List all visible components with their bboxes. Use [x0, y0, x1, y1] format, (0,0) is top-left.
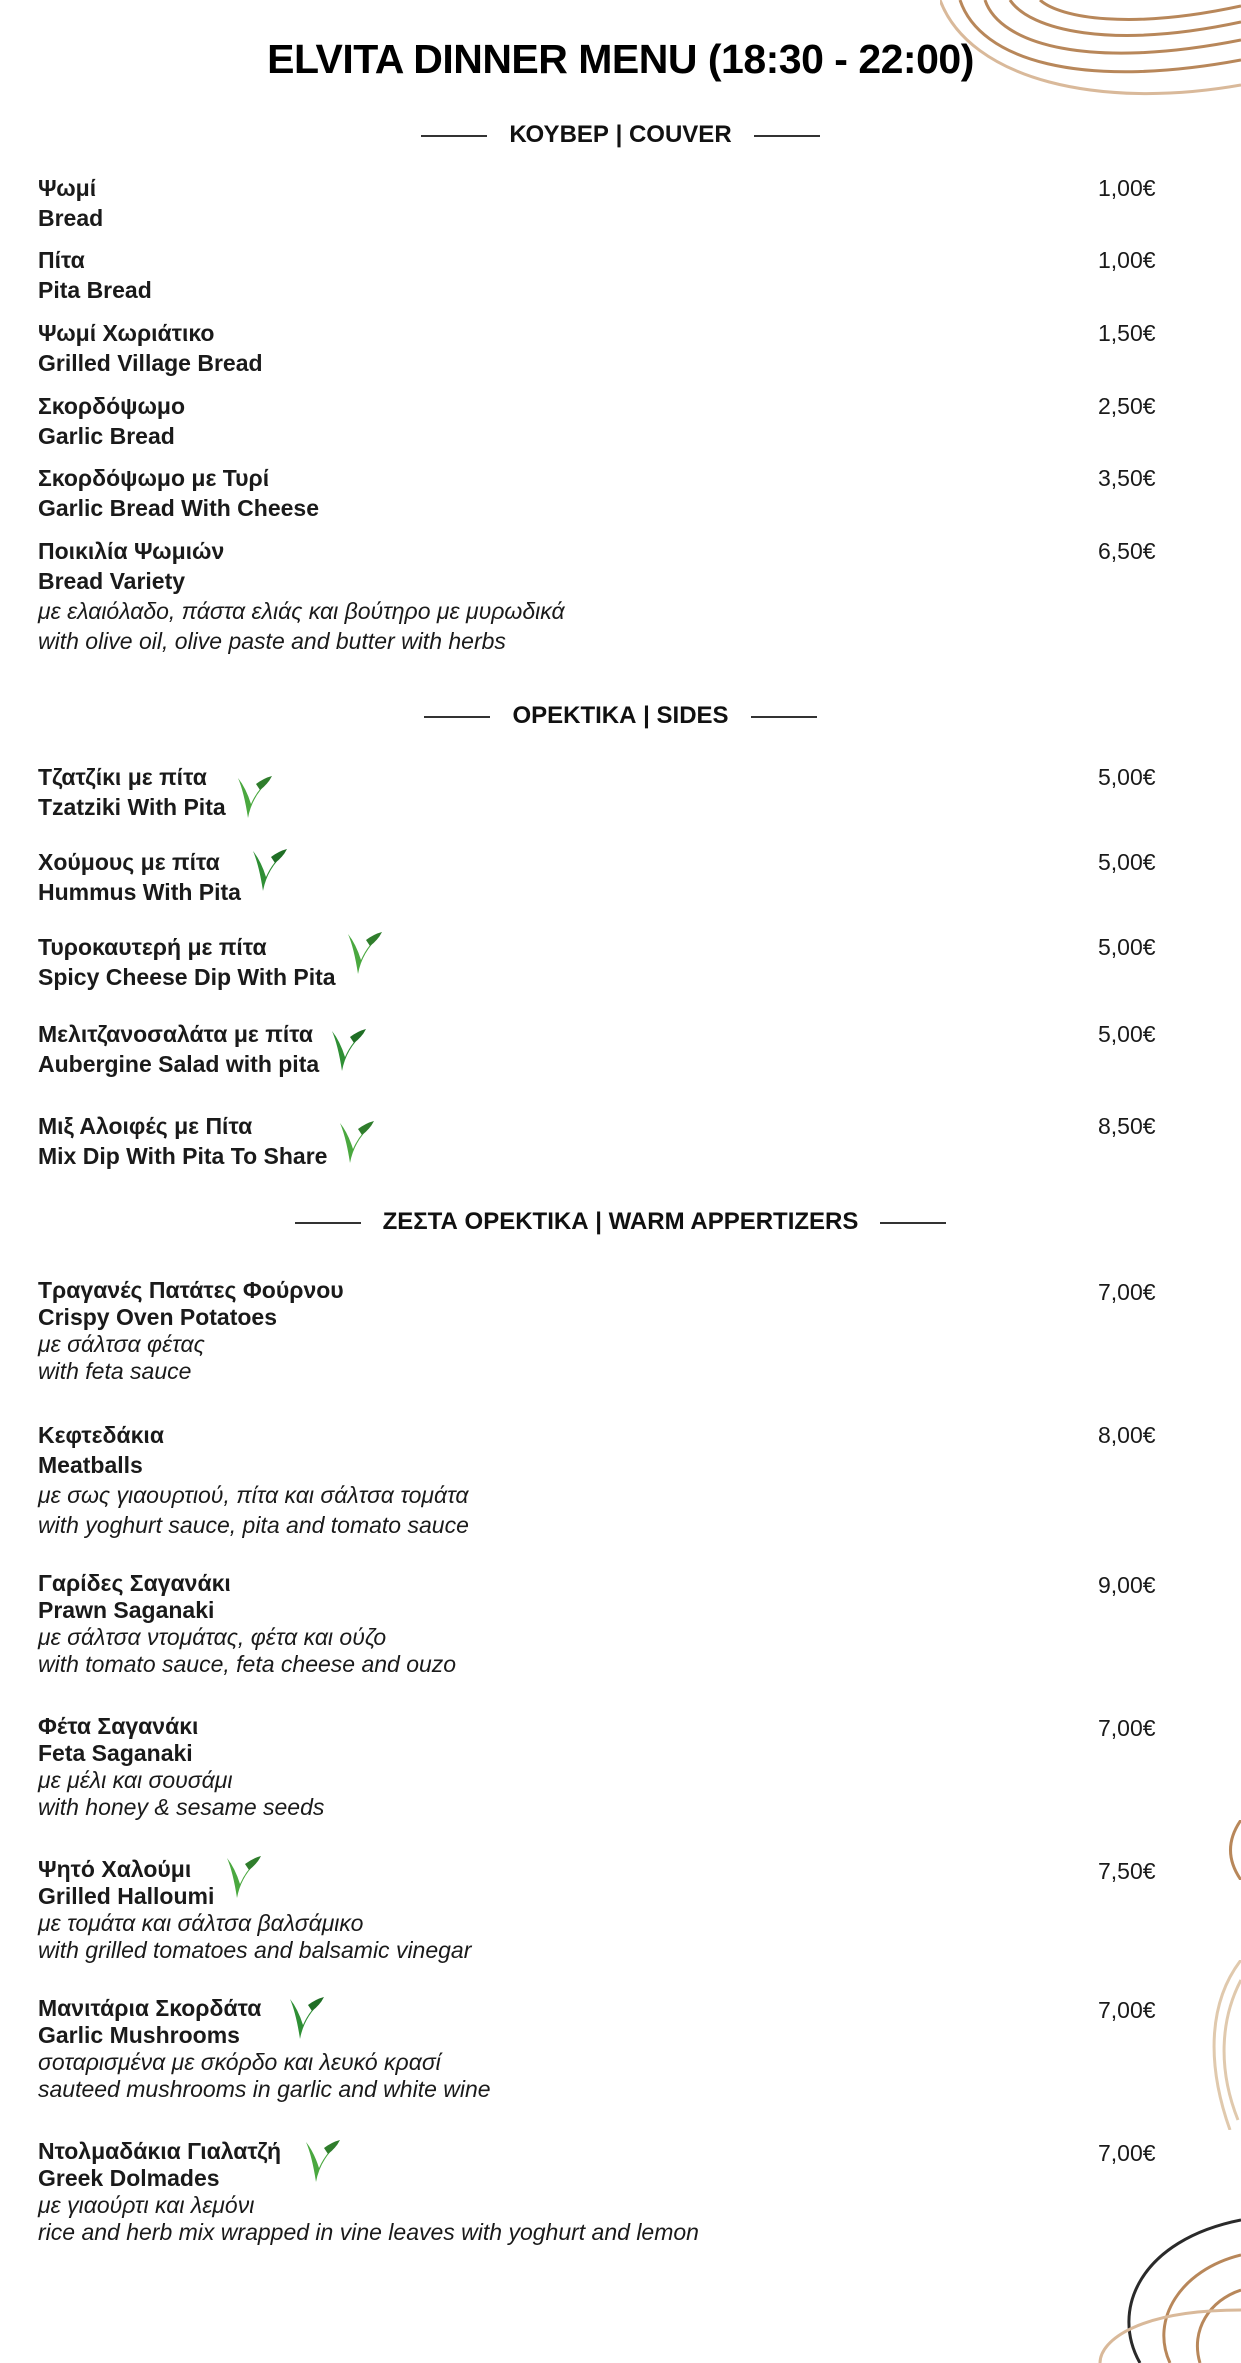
item-name-english: Prawn Saganaki [38, 1597, 215, 1623]
item-name-english: Bread Variety [38, 568, 186, 594]
item-name-english: Hummus With Pita [38, 879, 241, 905]
item-name-greek: Ποικιλία Ψωμιών [38, 538, 225, 564]
item-price: 8,00€ [1098, 1422, 1156, 1448]
item-name-english: Meatballs [38, 1452, 143, 1478]
menu-item [38, 245, 1168, 305]
menu-item [38, 1570, 1168, 1678]
item-price: 2,50€ [1098, 393, 1156, 419]
vegetarian-leaf-icon [249, 847, 289, 893]
item-name-greek: Τζατζίκι με πίτα [38, 764, 207, 790]
item-name-greek: Γαρίδες Σαγανάκι [38, 1570, 231, 1596]
item-price: 5,00€ [1098, 849, 1156, 875]
item-name-english: Feta Saganaki [38, 1740, 193, 1766]
item-price: 5,00€ [1098, 934, 1156, 960]
item-description-english: with yoghurt sauce, pita and tomato sauce [38, 1512, 469, 1538]
divider [295, 1222, 361, 1224]
item-description-english: sauteed mushrooms in garlic and white wine [38, 2076, 491, 2102]
item-name-greek: Πίτα [38, 247, 85, 273]
item-description-greek: με γιαούρτι και λεμόνι [38, 2192, 255, 2218]
item-description-english: with honey & sesame seeds [38, 1794, 325, 1820]
item-description-english: rice and herb mix wrapped in vine leaves with yoghurt and lemon [38, 2219, 699, 2245]
item-description-greek: με τομάτα και σάλτσα βαλσάμικο [38, 1910, 364, 1936]
item-name-english: Grilled Halloumi [38, 1883, 215, 1909]
menu-item [38, 1856, 1168, 1964]
item-name-greek: Κεφτεδάκια [38, 1422, 164, 1448]
item-price: 8,50€ [1098, 1113, 1156, 1139]
item-name-english: Crispy Oven Potatoes [38, 1304, 278, 1330]
item-name-english: Grilled Village Bread [38, 350, 263, 376]
menu-item [38, 762, 1168, 822]
item-name-english: Mix Dip With Pita To Share [38, 1143, 328, 1169]
item-name-english: Garlic Bread With Cheese [38, 495, 319, 521]
item-price: 7,00€ [1098, 1279, 1156, 1305]
item-name-greek: Μελιτζανοσαλάτα με πίτα [38, 1021, 313, 1047]
item-description-greek: με σως γιαουρτιού, πίτα και σάλτσα τομάτα [38, 1482, 469, 1508]
section-heading-couver: ΚΟΥΒΕΡ | COUVER [0, 121, 1241, 149]
item-name-english: Aubergine Salad with pita [38, 1051, 320, 1077]
item-price: 9,00€ [1098, 1572, 1156, 1598]
menu-item [38, 1019, 1168, 1079]
item-price: 1,50€ [1098, 320, 1156, 346]
item-description-english: with olive oil, olive paste and butter with herbs [38, 628, 506, 654]
divider [424, 716, 490, 718]
menu-item [38, 391, 1168, 451]
item-price: 7,00€ [1098, 1997, 1156, 2023]
item-name-greek: Σκορδόψωμο [38, 393, 186, 419]
menu-item [38, 536, 1168, 656]
item-price: 5,00€ [1098, 1021, 1156, 1047]
item-name-greek: Ντολμαδάκια Γιαλατζή [38, 2138, 282, 2164]
menu-item [38, 1995, 1168, 2103]
item-description-greek: με ελαιόλαδο, πάστα ελιάς και βούτηρο με μυρωδικά [38, 598, 565, 624]
menu-item [38, 463, 1168, 523]
item-name-greek: Ψωμί Χωριάτικο [38, 320, 215, 346]
menu-item [38, 1713, 1168, 1821]
item-name-greek: Ψωμί [38, 175, 97, 201]
item-description-greek: με μέλι και σουσάμι [38, 1767, 233, 1793]
menu-item [38, 318, 1168, 378]
item-description-english: with feta sauce [38, 1358, 192, 1384]
item-name-english: Spicy Cheese Dip With Pita [38, 964, 336, 990]
item-name-greek: Σκορδόψωμο με Τυρί [38, 465, 270, 491]
item-description-english: with grilled tomatoes and balsamic vinegar [38, 1937, 472, 1963]
item-name-greek: Τραγανές Πατάτες Φούρνου [38, 1277, 344, 1303]
item-name-greek: Ψητό Χαλούμι [38, 1856, 192, 1882]
vegetarian-leaf-icon [223, 1854, 263, 1900]
item-price: 1,00€ [1098, 175, 1156, 201]
item-name-greek: Τυροκαυτερή με πίτα [38, 934, 267, 960]
item-price: 6,50€ [1098, 538, 1156, 564]
swirl-decoration-right [1200, 1960, 1241, 2130]
item-name-english: Tzatziki With Pita [38, 794, 226, 820]
item-name-english: Greek Dolmades [38, 2165, 220, 2191]
item-name-english: Garlic Bread [38, 423, 175, 449]
menu-item [38, 2138, 1168, 2246]
item-price: 7,00€ [1098, 1715, 1156, 1741]
page-title: ELVITA DINNER MENU (18:30 - 22:00) [267, 36, 974, 82]
item-name-greek: Φέτα Σαγανάκι [38, 1713, 199, 1739]
item-name-english: Pita Bread [38, 277, 152, 303]
menu-item [38, 847, 1168, 907]
vegetarian-leaf-icon [302, 2138, 342, 2184]
menu-item [38, 1420, 1168, 1540]
vegetarian-leaf-icon [286, 1995, 326, 2041]
item-price: 5,00€ [1098, 764, 1156, 790]
item-description-greek: με σάλτσα φέτας [38, 1331, 205, 1357]
menu-item [38, 173, 1168, 233]
section-heading-sides: ΟΡΕΚΤΙΚΑ | SIDES [0, 702, 1241, 730]
divider [751, 716, 817, 718]
item-price: 7,50€ [1098, 1858, 1156, 1884]
section-heading-warm-appetizers: ΖΕΣΤΑ ΟΡΕΚΤΙΚΑ | WARM APPERTIZERS [0, 1208, 1241, 1236]
menu-item [38, 1111, 1168, 1171]
item-description-greek: σοταρισμένα με σκόρδο και λευκό κρασί [38, 2049, 441, 2075]
item-name-greek: Χούμους με πίτα [38, 849, 220, 875]
item-price: 1,00€ [1098, 247, 1156, 273]
vegetarian-leaf-icon [328, 1027, 368, 1073]
item-price: 3,50€ [1098, 465, 1156, 491]
item-name-english: Bread [38, 205, 104, 231]
divider [421, 135, 487, 137]
item-description-english: with tomato sauce, feta cheese and ouzo [38, 1651, 457, 1677]
divider [880, 1222, 946, 1224]
item-name-greek: Μιξ Αλοιφές με Πίτα [38, 1113, 253, 1139]
menu-item [38, 1277, 1168, 1385]
item-price: 7,00€ [1098, 2140, 1156, 2166]
swirl-decoration-right-small [1225, 1820, 1241, 1880]
item-name-greek: Μανιτάρια Σκορδάτα [38, 1995, 262, 2021]
vegetarian-leaf-icon [336, 1119, 376, 1165]
divider [754, 135, 820, 137]
vegetarian-leaf-icon [234, 774, 274, 820]
item-name-english: Garlic Mushrooms [38, 2022, 240, 2048]
vegetarian-leaf-icon [344, 930, 384, 976]
menu-item [38, 932, 1168, 992]
item-description-greek: με σάλτσα ντομάτας, φέτα και ούζο [38, 1624, 387, 1650]
